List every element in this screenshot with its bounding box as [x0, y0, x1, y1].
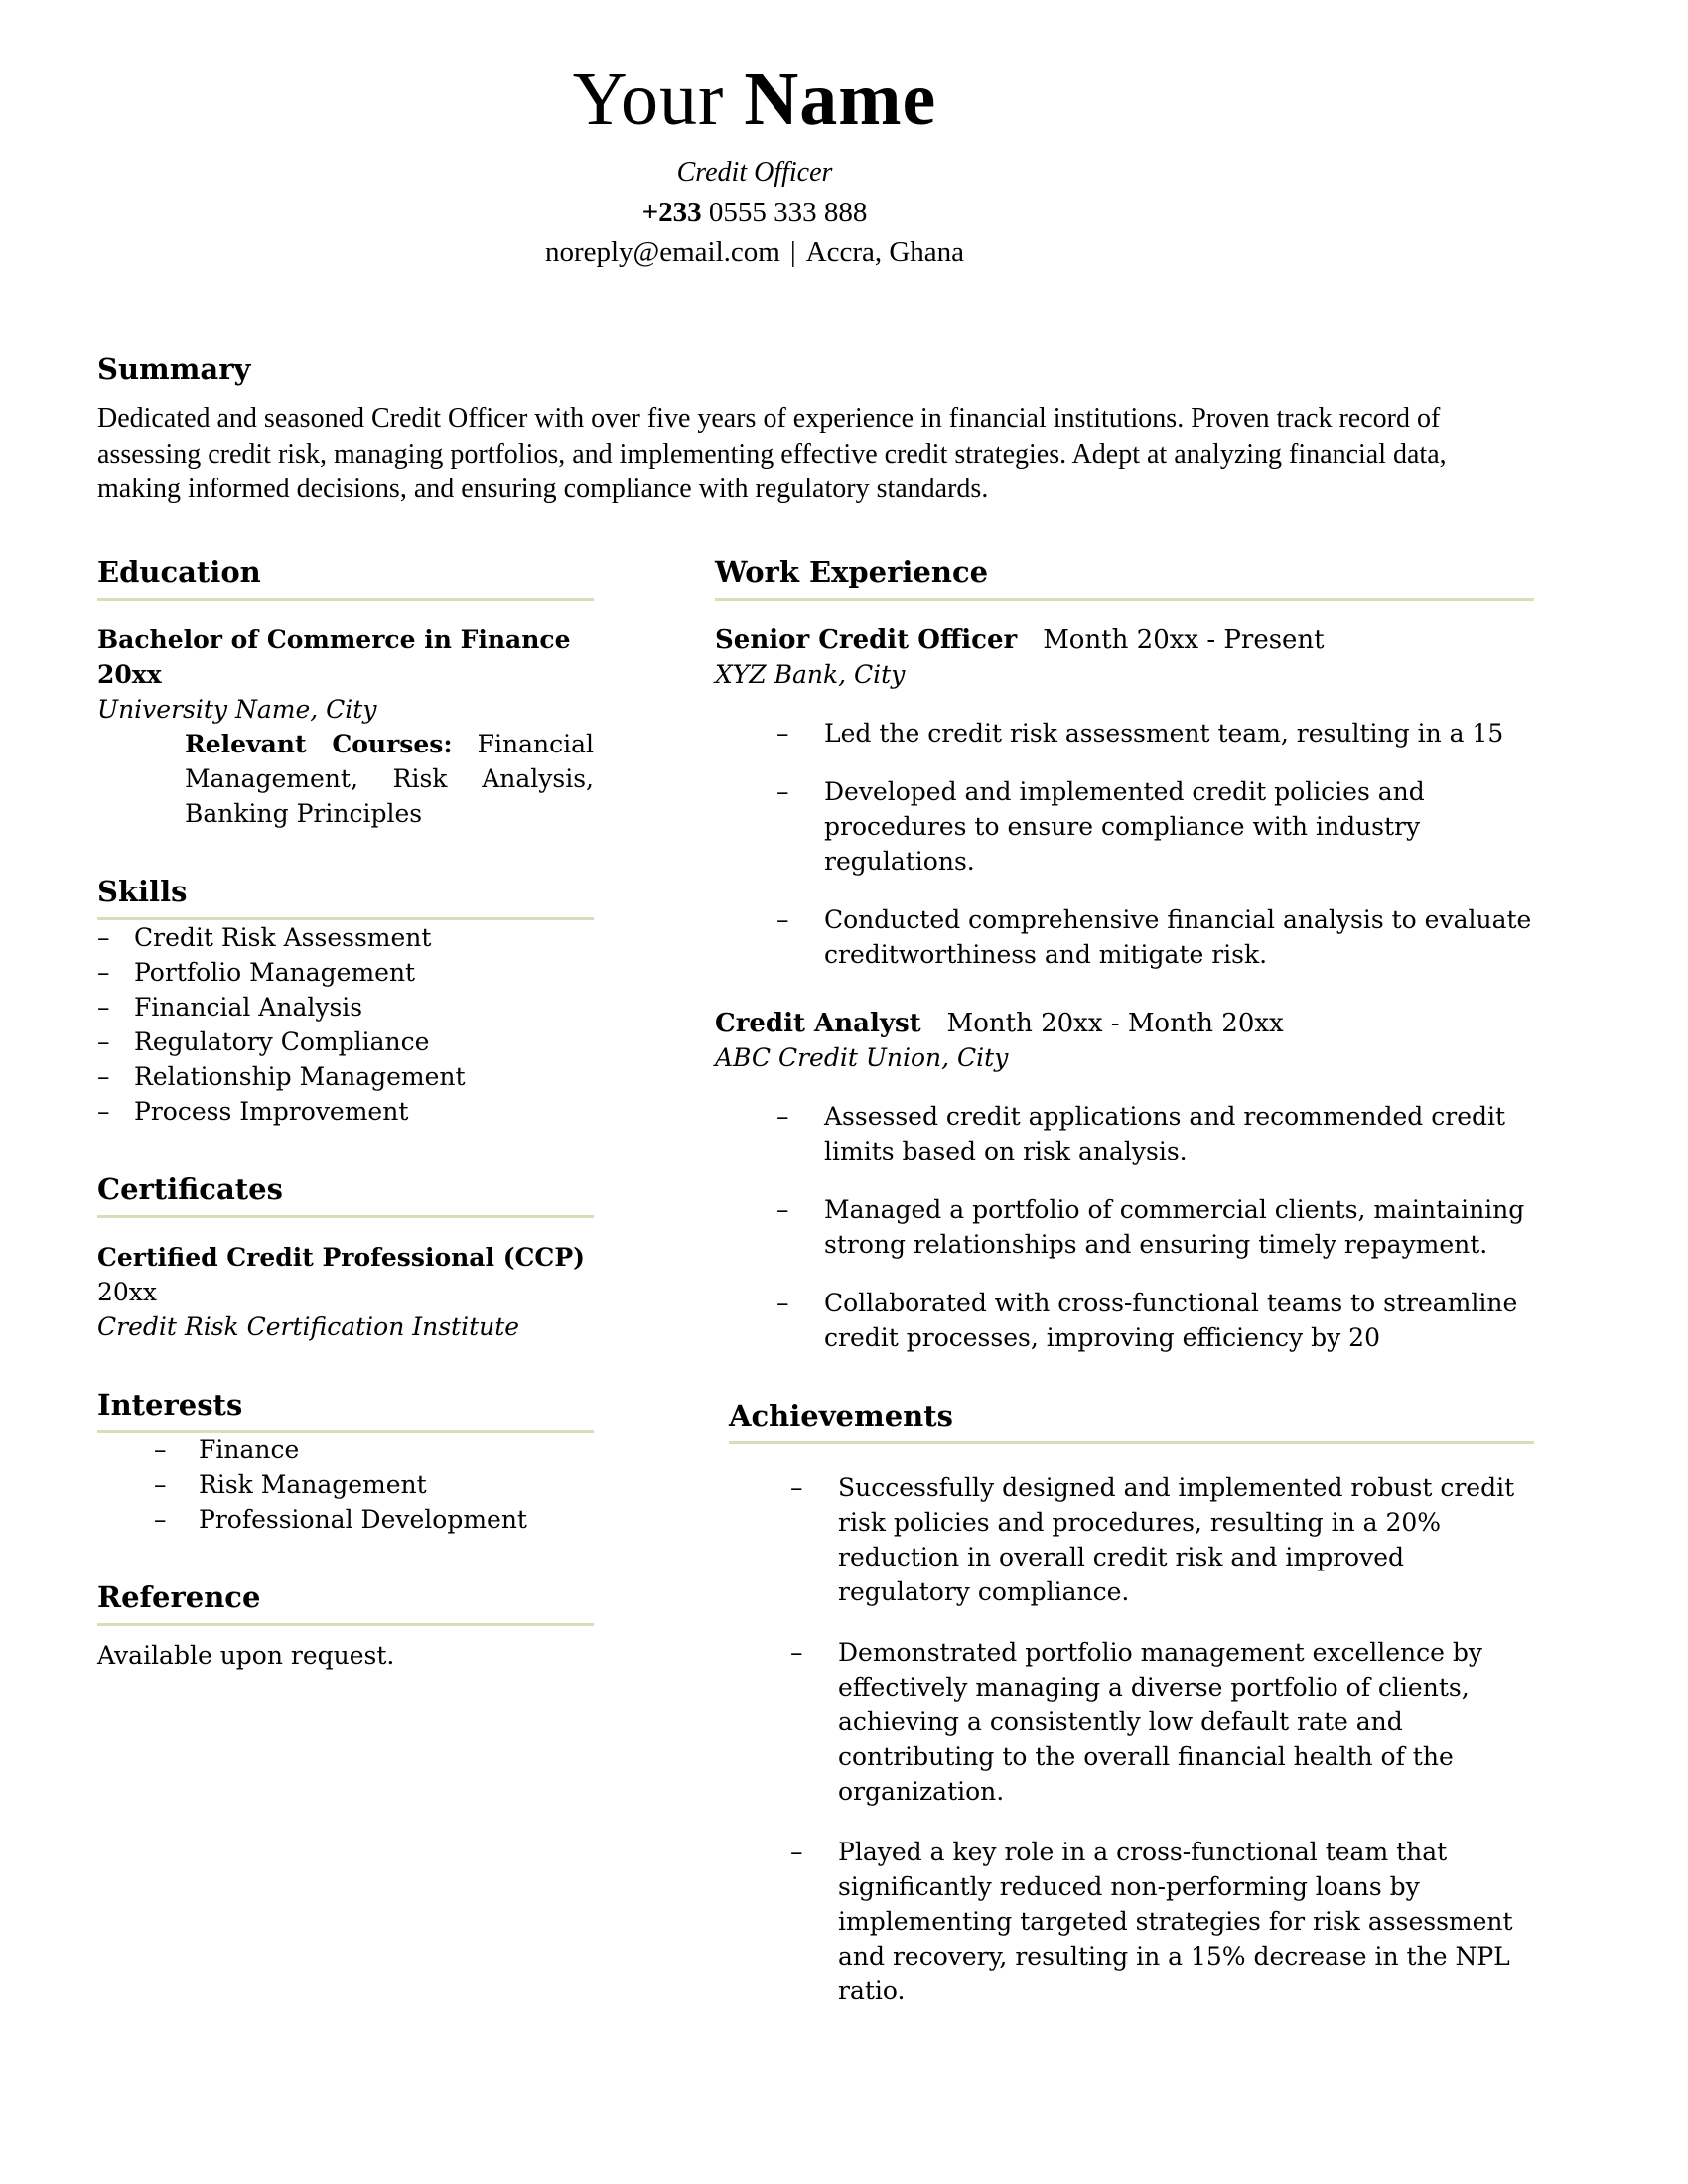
job-bullet-text: Collaborated with cross-functional teams to streamline credit processes, improving efficiency by 20 [824, 1289, 1518, 1353]
education-school: University Name, City [97, 695, 377, 725]
skill-label: Portfolio Management [134, 957, 416, 987]
dash-bullet: – [97, 922, 110, 952]
job-company: XYZ Bank, City [715, 660, 906, 690]
job-bullets [715, 716, 1534, 972]
skill-item [97, 1059, 594, 1094]
name-last: Name [744, 58, 937, 141]
right-column [715, 555, 1534, 2034]
dash-bullet: – [790, 1472, 803, 1502]
dash-bullet: – [97, 1096, 110, 1126]
dash-bullet: – [97, 1061, 110, 1091]
interests-section [97, 1388, 594, 1538]
skill-label: Regulatory Compliance [134, 1026, 430, 1056]
certificate-issuer: Credit Risk Certification Institute [97, 1311, 520, 1341]
job-bullet [715, 774, 1534, 879]
dash-bullet: – [776, 1195, 789, 1225]
job-bullet [715, 1099, 1534, 1168]
dash-bullet: – [97, 1026, 110, 1056]
interest-label: Finance [199, 1435, 300, 1465]
achievement-text: Successfully designed and implemented robust credit risk policies and procedures, resulting in a 20% reduction in overall credit risk and improved regulatory compliance. [838, 1472, 1515, 1606]
job-bullet [715, 1192, 1534, 1262]
job-head [715, 622, 1534, 658]
education-degree: Bachelor of Commerce in Finance [97, 625, 571, 655]
phone-number [97, 197, 1412, 229]
job-entry [715, 622, 1534, 972]
skill-label: Financial Analysis [134, 992, 363, 1022]
interest-item [97, 1433, 594, 1467]
interests-heading: Interests [97, 1388, 594, 1433]
achievement-bullet [729, 1835, 1534, 2008]
interest-label: Professional Development [199, 1505, 527, 1535]
certificates-body [97, 1240, 594, 1344]
reference-heading: Reference [97, 1580, 594, 1626]
summary-heading: Summary [97, 352, 251, 386]
job-head [715, 1006, 1534, 1041]
skill-item [97, 955, 594, 990]
skill-label: Relationship Management [134, 1061, 466, 1091]
achievements-heading: Achievements [729, 1399, 1534, 1444]
contact-separator: | [789, 236, 796, 268]
job-bullet-text: Assessed credit applications and recommended credit limits based on risk analysis. [824, 1102, 1506, 1166]
skills-heading: Skills [97, 875, 594, 920]
job-bullet [715, 902, 1534, 972]
name-first: Your [572, 58, 745, 141]
skill-label: Process Improvement [134, 1096, 409, 1126]
courses-label: Relevant Courses: [185, 730, 453, 759]
job-bullet-text: Led the credit risk assessment team, resulting in a 15 [824, 719, 1504, 749]
skill-item [97, 1094, 594, 1129]
education-heading: Education [97, 555, 594, 601]
dash-bullet: – [97, 992, 110, 1022]
job-bullet-text: Developed and implemented credit policies and procedures to ensure compliance with industry regulations. [824, 777, 1425, 877]
education-body [97, 622, 594, 831]
job-bullet-text: Managed a portfolio of commercial clients, maintaining strong relationships and ensuring timely repayment. [824, 1195, 1525, 1260]
candidate-title: Credit Officer [676, 157, 833, 188]
interest-label: Risk Management [199, 1470, 427, 1500]
dash-bullet: – [776, 719, 789, 749]
work-experience-section [715, 555, 1534, 1355]
candidate-name [97, 58, 1412, 141]
job-company: ABC Credit Union, City [715, 1043, 1009, 1073]
summary-section [97, 352, 1534, 507]
two-column-body [97, 555, 1534, 2034]
job-bullet [715, 716, 1534, 751]
job-dates: Month 20xx - Present [1043, 625, 1325, 656]
skills-section [97, 875, 594, 1129]
skill-item [97, 990, 594, 1024]
skill-item [97, 920, 594, 955]
achievements-section [729, 1399, 1534, 2008]
interest-item [97, 1502, 594, 1537]
achievement-text: Demonstrated portfolio management excellence by effectively managing a diverse portfolio of clients, achieving a consistently low default rate and contributing to the overall financial health of the organization. [838, 1637, 1483, 1806]
achievement-text: Played a key role in a cross-functional team that significantly reduced non-performing loans by implementing targeted strategies for risk assessment and recovery, resulting in a 15% decrease in the NPL ratio. [838, 1837, 1513, 2005]
certificates-heading: Certificates [97, 1172, 594, 1218]
dash-bullet: – [776, 1289, 789, 1318]
summary-text: Dedicated and seasoned Credit Officer with over five years of experience in financial institutions. Proven track record of assessing credit risk, managing portfolios, and implementing effective credit strategies. Adept at analyzing financial data, making informed decisions, and ensuring compliance with regulatory standards. [97, 402, 1447, 505]
jobs-list [715, 622, 1534, 1355]
job-title: Senior Credit Officer [715, 625, 1018, 656]
phone-country-code: +233 [641, 197, 702, 228]
job-dates: Month 20xx - Month 20xx [946, 1009, 1284, 1039]
interest-item [97, 1467, 594, 1502]
achievement-bullet [729, 1635, 1534, 1809]
resume-header [97, 58, 1412, 269]
certificate-name: Certified Credit Professional (CCP) [97, 1242, 585, 1272]
work-experience-heading: Work Experience [715, 555, 1534, 601]
dash-bullet: – [154, 1470, 167, 1500]
reference-section [97, 1580, 594, 1673]
skill-item [97, 1024, 594, 1059]
dash-bullet: – [790, 1637, 803, 1667]
certificates-section [97, 1172, 594, 1344]
courses-text: Financial Management, Risk Analysis, Banking Principles [185, 730, 594, 829]
education-year: 20xx [97, 660, 162, 690]
job-title: Credit Analyst [715, 1009, 921, 1039]
skill-label: Credit Risk Assessment [134, 922, 432, 952]
phone-rest: 0555 333 888 [701, 197, 868, 228]
education-section [97, 555, 594, 831]
dash-bullet: – [776, 1102, 789, 1132]
skills-list [97, 920, 594, 1129]
dash-bullet: – [776, 905, 789, 935]
dash-bullet: – [154, 1435, 167, 1465]
dash-bullet: – [790, 1837, 803, 1866]
email-text: noreply@email.com [544, 236, 780, 268]
left-column [97, 555, 594, 2034]
location-text: Accra, Ghana [805, 236, 965, 268]
job-bullet [715, 1286, 1534, 1355]
reference-text: Available upon request. [97, 1641, 395, 1671]
achievements-list [729, 1470, 1534, 2008]
job-bullets [715, 1099, 1534, 1355]
certificate-year: 20xx [97, 1277, 158, 1306]
job-entry [715, 1006, 1534, 1355]
job-bullet-text: Conducted comprehensive financial analysis to evaluate creditworthiness and mitigate risk. [824, 905, 1532, 970]
dash-bullet: – [154, 1505, 167, 1535]
achievement-bullet [729, 1470, 1534, 1609]
contact-line [97, 236, 1412, 269]
education-courses [185, 727, 594, 831]
dash-bullet: – [776, 777, 789, 807]
dash-bullet: – [97, 957, 110, 987]
interests-list [97, 1433, 594, 1537]
